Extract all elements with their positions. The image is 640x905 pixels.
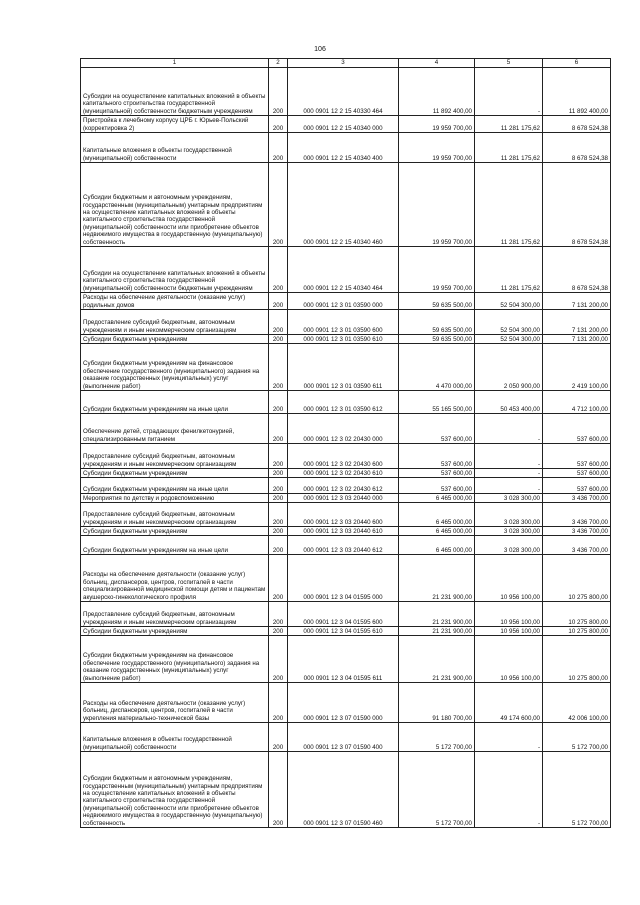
table-header-row: [81, 59, 611, 68]
row-name-cell: Субсидии бюджетным учреждениям на иные цели: [81, 391, 269, 414]
header-cell: 2: [269, 59, 288, 68]
table-row: [81, 247, 611, 293]
row-vr-cell: 200: [269, 310, 288, 335]
header-cell: 6: [543, 59, 611, 68]
row-name-cell: Субсидии бюджетным и автономным учреждениям, государственным (муниципальным) унитарным предприятиям на осуществление капитальных вложений в объекты капитального строительства государственной (муниципальной) собственности или приобретение объектов недвижимого имущества в государственную (муниципальную) собственность: [81, 752, 269, 828]
row-amount-remaining-cell: 8 678 524,38: [543, 116, 611, 133]
row-amount-planned-cell: 19 959 700,00: [399, 247, 475, 293]
row-amount-executed-cell: 11 281 175,62: [475, 163, 543, 247]
row-amount-remaining-cell: 537 600,00: [543, 478, 611, 494]
row-code-cell: 000 0901 12 3 02 20430 000: [288, 414, 399, 444]
row-name-cell: Субсидии бюджетным и автономным учреждениям, государственным (муниципальным) унитарным предприятиям на осуществление капитальных вложений в объекты капитального строительства государственной (муниципальной) собственности или приобретение объектов недвижимого имущества в государственную (муниципальную) собственность: [81, 163, 269, 247]
row-name-cell: Мероприятия по детству и родовспоможению: [81, 494, 269, 503]
row-name-cell: Субсидии на осуществление капитальных вложений в объекты капитального строительства государственной (муниципальной) собственности бюджетным учреждениям: [81, 68, 269, 116]
row-amount-planned-cell: 6 465 000,00: [399, 527, 475, 536]
table-row: [81, 116, 611, 133]
row-amount-remaining-cell: 537 600,00: [543, 469, 611, 478]
row-name-cell: Субсидии бюджетным учреждениям на финансовое обеспечение государственного (муниципального) задания на оказание государственных (муниципальных) услуг (выполнение работ): [81, 344, 269, 391]
row-amount-remaining-cell: 3 436 700,00: [543, 494, 611, 503]
row-code-cell: 000 0901 12 3 04 01595 611: [288, 636, 399, 683]
row-vr-cell: 200: [269, 444, 288, 469]
row-amount-remaining-cell: 42 006 100,00: [543, 683, 611, 723]
row-amount-remaining-cell: 3 436 700,00: [543, 527, 611, 536]
table-row: [81, 344, 611, 391]
row-code-cell: 000 0901 12 3 07 01590 460: [288, 752, 399, 828]
row-name-cell: Расходы на обеспечение деятельности (оказание услуг) больниц, диспансеров, центров, госпиталей в части укрепления материально-технической базы: [81, 683, 269, 723]
row-amount-executed-cell: 3 028 300,00: [475, 536, 543, 555]
row-amount-planned-cell: 5 172 700,00: [399, 723, 475, 752]
row-vr-cell: 200: [269, 293, 288, 310]
row-amount-planned-cell: 59 635 500,00: [399, 293, 475, 310]
row-amount-executed-cell: 2 050 900,00: [475, 344, 543, 391]
header-cell: 4: [399, 59, 475, 68]
row-vr-cell: 200: [269, 627, 288, 636]
row-amount-executed-cell: 52 504 300,00: [475, 293, 543, 310]
row-vr-cell: 200: [269, 636, 288, 683]
row-code-cell: 000 0901 12 3 03 20440 000: [288, 494, 399, 503]
row-amount-remaining-cell: 3 436 700,00: [543, 503, 611, 527]
row-amount-remaining-cell: 10 275 800,00: [543, 636, 611, 683]
table-row: [81, 527, 611, 536]
row-amount-executed-cell: 49 174 600,00: [475, 683, 543, 723]
row-amount-executed-cell: 3 028 300,00: [475, 527, 543, 536]
page-number: 106: [314, 46, 326, 53]
row-amount-planned-cell: 21 231 900,00: [399, 636, 475, 683]
row-vr-cell: 200: [269, 247, 288, 293]
row-amount-executed-cell: 10 956 100,00: [475, 602, 543, 627]
row-amount-remaining-cell: 10 275 800,00: [543, 602, 611, 627]
table-row: [81, 335, 611, 344]
row-amount-planned-cell: 21 231 900,00: [399, 627, 475, 636]
row-vr-cell: 200: [269, 344, 288, 391]
row-amount-executed-cell: 52 504 300,00: [475, 335, 543, 344]
row-amount-executed-cell: 10 956 100,00: [475, 627, 543, 636]
row-name-cell: Капитальные вложения в объекты государственной (муниципальной) собственности: [81, 723, 269, 752]
row-amount-planned-cell: 59 635 500,00: [399, 310, 475, 335]
row-amount-remaining-cell: 8 678 524,38: [543, 163, 611, 247]
row-amount-planned-cell: 19 959 700,00: [399, 133, 475, 163]
table-row: [81, 627, 611, 636]
row-amount-executed-cell: -: [475, 723, 543, 752]
table-row: [81, 310, 611, 335]
row-amount-remaining-cell: 5 172 700,00: [543, 723, 611, 752]
row-code-cell: 000 0901 12 3 02 20430 612: [288, 478, 399, 494]
row-name-cell: Субсидии бюджетным учреждениям: [81, 469, 269, 478]
row-amount-executed-cell: 11 281 175,62: [475, 247, 543, 293]
row-amount-planned-cell: 537 600,00: [399, 478, 475, 494]
table-row: [81, 163, 611, 247]
row-amount-executed-cell: -: [475, 68, 543, 116]
row-amount-executed-cell: -: [475, 469, 543, 478]
table-row: [81, 414, 611, 444]
row-name-cell: Субсидии бюджетным учреждениям на иные цели: [81, 536, 269, 555]
row-amount-executed-cell: 3 028 300,00: [475, 503, 543, 527]
row-code-cell: 000 0901 12 3 03 20440 612: [288, 536, 399, 555]
table-row: [81, 478, 611, 494]
row-code-cell: 000 0901 12 3 01 03590 600: [288, 310, 399, 335]
table-row: [81, 683, 611, 723]
row-code-cell: 000 0901 12 2 15 40340 400: [288, 133, 399, 163]
row-amount-executed-cell: -: [475, 444, 543, 469]
row-amount-executed-cell: 50 453 400,00: [475, 391, 543, 414]
row-amount-executed-cell: 3 028 300,00: [475, 494, 543, 503]
row-amount-planned-cell: 6 465 000,00: [399, 536, 475, 555]
row-code-cell: 000 0901 12 2 15 40340 000: [288, 116, 399, 133]
row-code-cell: 000 0901 12 3 07 01590 000: [288, 683, 399, 723]
row-amount-planned-cell: 6 465 000,00: [399, 503, 475, 527]
table-row: [81, 469, 611, 478]
row-name-cell: Предоставление субсидий бюджетным, автономным учреждениям и иным некоммерческим организациям: [81, 602, 269, 627]
row-name-cell: Расходы на обеспечение деятельности (оказание услуг) больниц, диспансеров, центров, госпиталей в части специализированной медицинской помощи детям и пациентам акушерско-гинекологического профиля: [81, 555, 269, 602]
row-amount-executed-cell: -: [475, 752, 543, 828]
row-name-cell: Субсидии на осуществление капитальных вложений в объекты капитального строительства государственной (муниципальной) собственности бюджетным учреждениям: [81, 247, 269, 293]
row-vr-cell: 200: [269, 536, 288, 555]
row-code-cell: 000 0901 12 3 03 20440 610: [288, 527, 399, 536]
header-cell: 5: [475, 59, 543, 68]
row-name-cell: Субсидии бюджетным учреждениям: [81, 627, 269, 636]
row-amount-remaining-cell: 537 600,00: [543, 444, 611, 469]
row-amount-planned-cell: 59 635 500,00: [399, 335, 475, 344]
table-row: [81, 293, 611, 310]
budget-table: [80, 58, 611, 828]
row-vr-cell: 200: [269, 163, 288, 247]
row-code-cell: 000 0901 12 3 01 03590 612: [288, 391, 399, 414]
table-row: [81, 723, 611, 752]
row-vr-cell: 200: [269, 503, 288, 527]
row-amount-planned-cell: 55 165 500,00: [399, 391, 475, 414]
row-name-cell: Предоставление субсидий бюджетным, автономным учреждениям и иным некоммерческим организациям: [81, 503, 269, 527]
row-vr-cell: 200: [269, 494, 288, 503]
row-vr-cell: 200: [269, 752, 288, 828]
row-code-cell: 000 0901 12 3 02 20430 610: [288, 469, 399, 478]
row-amount-planned-cell: 5 172 700,00: [399, 752, 475, 828]
row-code-cell: 000 0901 12 3 03 20440 600: [288, 503, 399, 527]
row-amount-executed-cell: -: [475, 414, 543, 444]
table-row: [81, 752, 611, 828]
row-name-cell: Субсидии бюджетным учреждениям: [81, 527, 269, 536]
row-amount-planned-cell: 19 959 700,00: [399, 163, 475, 247]
row-code-cell: 000 0901 12 3 02 20430 600: [288, 444, 399, 469]
row-name-cell: Пристройка к лечебному корпусу ЦРБ г. Юрьев-Польский (корректировка 2): [81, 116, 269, 133]
row-amount-remaining-cell: 10 275 800,00: [543, 555, 611, 602]
row-amount-remaining-cell: 2 419 100,00: [543, 344, 611, 391]
row-amount-planned-cell: 4 470 000,00: [399, 344, 475, 391]
row-amount-executed-cell: 10 956 100,00: [475, 555, 543, 602]
row-amount-planned-cell: 537 600,00: [399, 469, 475, 478]
row-amount-planned-cell: 537 600,00: [399, 414, 475, 444]
row-amount-planned-cell: 21 231 900,00: [399, 602, 475, 627]
row-amount-planned-cell: 21 231 900,00: [399, 555, 475, 602]
row-amount-executed-cell: 11 281 175,62: [475, 133, 543, 163]
row-amount-remaining-cell: 5 172 700,00: [543, 752, 611, 828]
row-code-cell: 000 0901 12 3 04 01595 000: [288, 555, 399, 602]
row-amount-planned-cell: 19 959 700,00: [399, 116, 475, 133]
table-row: [81, 636, 611, 683]
row-amount-executed-cell: 52 504 300,00: [475, 310, 543, 335]
table-row: [81, 536, 611, 555]
row-amount-executed-cell: 10 956 100,00: [475, 636, 543, 683]
row-vr-cell: 200: [269, 602, 288, 627]
table-row: [81, 602, 611, 627]
table-row: [81, 391, 611, 414]
row-code-cell: 000 0901 12 2 15 40340 460: [288, 163, 399, 247]
table-row: [81, 133, 611, 163]
row-name-cell: Капитальные вложения в объекты государственной (муниципальной) собственности: [81, 133, 269, 163]
row-name-cell: Субсидии бюджетным учреждениям: [81, 335, 269, 344]
row-vr-cell: 200: [269, 469, 288, 478]
row-vr-cell: 200: [269, 133, 288, 163]
row-amount-remaining-cell: 7 131 200,00: [543, 310, 611, 335]
row-code-cell: 000 0901 12 3 07 01590 400: [288, 723, 399, 752]
row-vr-cell: 200: [269, 527, 288, 536]
row-amount-remaining-cell: 3 436 700,00: [543, 536, 611, 555]
row-name-cell: Обеспечение детей, страдающих фенилкетонурией, специализированным питанием: [81, 414, 269, 444]
row-code-cell: 000 0901 12 3 04 01595 610: [288, 627, 399, 636]
row-code-cell: 000 0901 12 2 15 40330 464: [288, 68, 399, 116]
row-vr-cell: 200: [269, 391, 288, 414]
row-code-cell: 000 0901 12 3 04 01595 600: [288, 602, 399, 627]
row-amount-remaining-cell: 8 678 524,38: [543, 247, 611, 293]
row-amount-remaining-cell: 537 600,00: [543, 414, 611, 444]
row-code-cell: 000 0901 12 3 01 03590 610: [288, 335, 399, 344]
table-row: [81, 444, 611, 469]
row-vr-cell: 200: [269, 116, 288, 133]
header-cell: 1: [81, 59, 269, 68]
row-name-cell: Предоставление субсидий бюджетным, автономным учреждениям и иным некоммерческим организациям: [81, 444, 269, 469]
row-amount-remaining-cell: 7 131 200,00: [543, 293, 611, 310]
row-vr-cell: 200: [269, 723, 288, 752]
row-code-cell: 000 0901 12 3 01 03590 000: [288, 293, 399, 310]
row-vr-cell: 200: [269, 555, 288, 602]
row-name-cell: Предоставление субсидий бюджетным, автономным учреждениям и иным некоммерческим организациям: [81, 310, 269, 335]
row-vr-cell: 200: [269, 683, 288, 723]
row-code-cell: 000 0901 12 3 01 03590 611: [288, 344, 399, 391]
row-amount-planned-cell: 91 180 700,00: [399, 683, 475, 723]
row-amount-remaining-cell: 8 678 524,38: [543, 133, 611, 163]
row-amount-remaining-cell: 4 712 100,00: [543, 391, 611, 414]
table-row: [81, 555, 611, 602]
row-name-cell: Субсидии бюджетным учреждениям на финансовое обеспечение государственного (муниципального) задания на оказание государственных (муниципальных) услуг (выполнение работ): [81, 636, 269, 683]
row-amount-remaining-cell: 11 892 400,00: [543, 68, 611, 116]
row-name-cell: Субсидии бюджетным учреждениям на иные цели: [81, 478, 269, 494]
row-amount-remaining-cell: 10 275 800,00: [543, 627, 611, 636]
row-amount-remaining-cell: 7 131 200,00: [543, 335, 611, 344]
row-code-cell: 000 0901 12 2 15 40340 464: [288, 247, 399, 293]
table-row: [81, 503, 611, 527]
row-vr-cell: 200: [269, 68, 288, 116]
row-amount-planned-cell: 537 600,00: [399, 444, 475, 469]
header-cell: 3: [288, 59, 399, 68]
row-amount-executed-cell: -: [475, 478, 543, 494]
row-amount-planned-cell: 6 465 000,00: [399, 494, 475, 503]
row-name-cell: Расходы на обеспечение деятельности (оказание услуг) родильных домов: [81, 293, 269, 310]
table-row: [81, 68, 611, 116]
row-vr-cell: 200: [269, 335, 288, 344]
row-amount-planned-cell: 11 892 400,00: [399, 68, 475, 116]
table-row: [81, 494, 611, 503]
row-vr-cell: 200: [269, 414, 288, 444]
row-vr-cell: 200: [269, 478, 288, 494]
row-amount-executed-cell: 11 281 175,62: [475, 116, 543, 133]
